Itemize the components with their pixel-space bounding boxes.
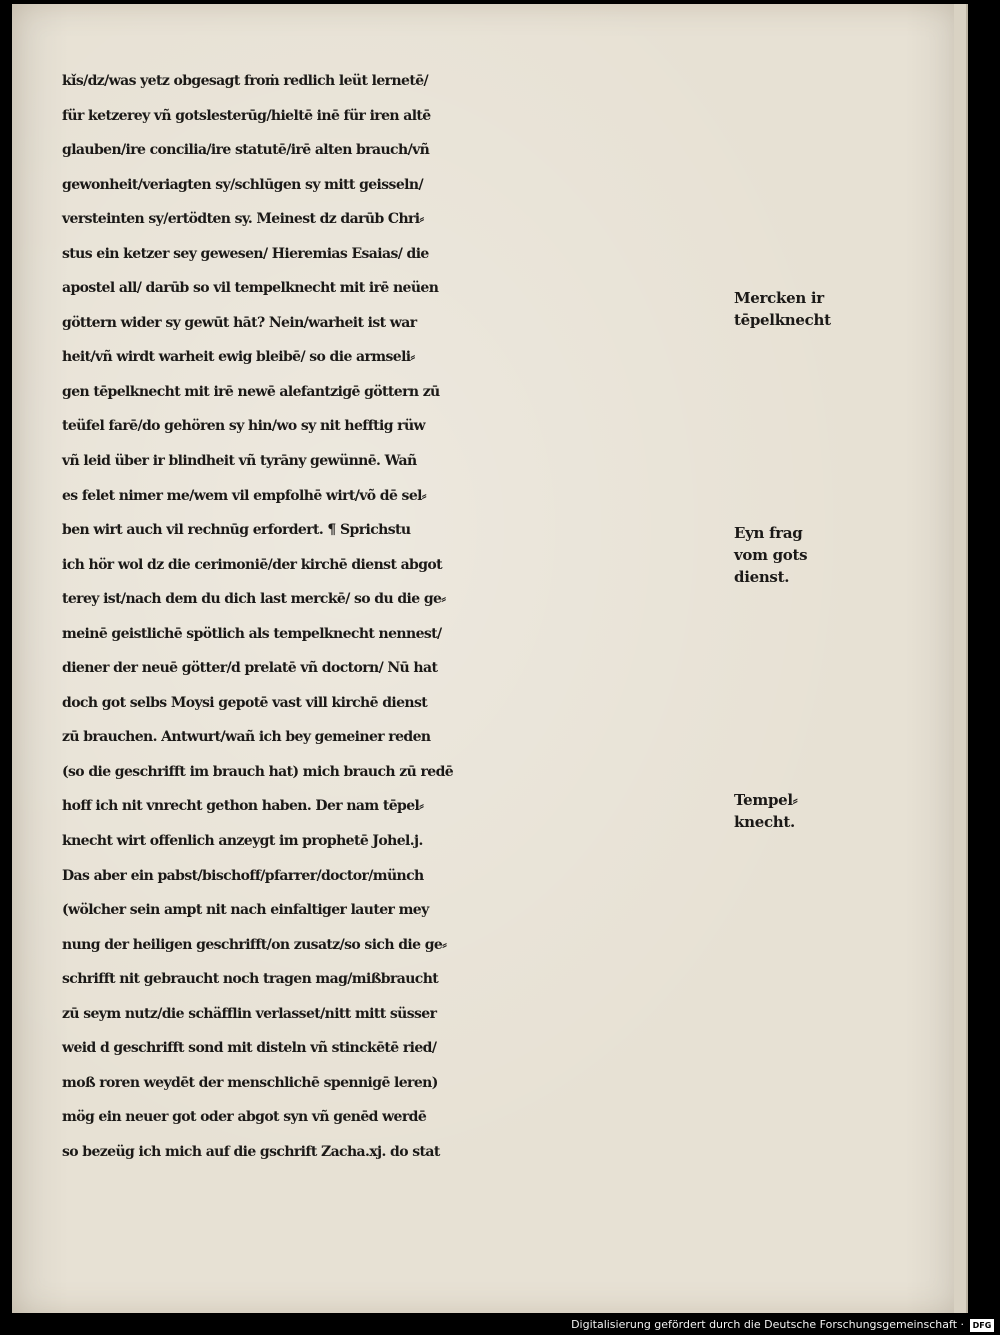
text-line: mög ein neuer got oder abgot syn vñ genēd werdē — [62, 1109, 427, 1126]
text-line: teüfel farē/do gehören sy hin/wo sy nit hefftig rüw — [62, 418, 425, 435]
text-line: zū seym nutz/die schäfflin verlasset/nitt mitt süsser — [62, 1005, 437, 1022]
text-line: (wölcher sein ampt nit nach einfaltiger lauter mey — [62, 902, 429, 919]
text-line: meinē geistlichē spötlich als tempelknecht nennest/ — [62, 625, 442, 642]
text-line: stus ein ketzer sey gewesen/ Hieremias Esaias/ die — [62, 245, 429, 262]
margin-note-line: Tempel⸗ — [734, 791, 798, 809]
text-line: zū brauchen. Antwurt/wañ ich bey gemeiner reden — [62, 729, 431, 746]
body-text — [62, 64, 732, 1170]
margin-note-line: knecht. — [734, 813, 795, 831]
text-line: knecht wirt offenlich anzeygt im prophetē Johel.j. — [62, 833, 423, 850]
text-line: diener der neuē götter/d prelatē vñ doctorn/ Nū hat — [62, 660, 438, 677]
margin-note — [734, 287, 859, 331]
text-line: versteinten sy/ertödten sy. Meinest dz darūb Chri⸗ — [62, 211, 424, 228]
text-line: ben wirt auch vil rechnūg erfordert. ¶ Sprichstu — [62, 522, 411, 539]
text-line: hoff ich nit vnrecht gethon haben. Der nam tēpel⸗ — [62, 798, 424, 815]
text-line: es felet nimer me/wem vil empfolhē wirt/võ dē sel⸗ — [62, 487, 426, 504]
text-line: gen tēpelknecht mit irē newē alefantzigē göttern zū — [62, 383, 440, 400]
text-line: moß roren weydēt der menschlichē spennigē leren) — [62, 1074, 438, 1091]
text-line: (so die geschrifft im brauch hat) mich brauch zū redē — [62, 763, 454, 780]
margin-note-line: Mercken ir — [734, 289, 824, 307]
margin-note — [734, 789, 859, 833]
dfg-logo-icon: DFG — [970, 1319, 994, 1332]
text-line: heit/vñ wirdt warheit ewig bleibē/ so die armseli⸗ — [62, 349, 415, 366]
text-line: glauben/ire concilia/ire statutē/irē alten brauch/vñ — [62, 142, 430, 159]
text-line: nung der heiligen geschrifft/on zusatz/so sich die ge⸗ — [62, 936, 447, 953]
margin-note-line: dienst. — [734, 568, 790, 586]
text-line: vñ leid über ir blindheit vñ tyrāny gewünnē. Wañ — [62, 453, 417, 470]
text-line: apostel all/ darūb so vil tempelknecht mit irē neüen — [62, 280, 439, 297]
text-line: terey ist/nach dem du dich last merckē/ so du die ge⸗ — [62, 591, 446, 608]
text-line: schrifft nit gebraucht noch tragen mag/mißbraucht — [62, 971, 439, 988]
margin-note-line: vom gots — [734, 546, 808, 564]
text-line: doch got selbs Moysi gepotē vast vill kirchē dienst — [62, 694, 428, 711]
margin-note-line: Eyn frag — [734, 524, 803, 542]
text-line: Das aber ein pabst/bischoff/pfarrer/doctor/münch — [62, 867, 424, 884]
margin-note — [734, 522, 859, 588]
text-line: ich hör wol dz die cerimoniē/der kirchē dienst abgot — [62, 556, 443, 573]
margin-note-line: tēpelknecht — [734, 311, 831, 329]
footer-bar — [0, 1313, 1000, 1335]
footer-credit: Digitalisierung gefördert durch die Deutsche Forschungsgemeinschaft · — [571, 1318, 964, 1331]
text-line: so bezeüg ich mich auf die gschrift Zacha.xj. do stat — [62, 1143, 440, 1160]
text-line: für ketzerey vñ gotslesterūg/hieltē inē für iren altē — [62, 107, 431, 124]
text-line: gewonheit/veriagten sy/schlūgen sy mitt geisseln/ — [62, 176, 423, 193]
text-line: weid d geschrifft sond mit disteln vñ stinckētē ried/ — [62, 1040, 437, 1057]
text-line: kǐs/dz/was yetz obgesagt froṁ redlich leüt lernetē/ — [62, 73, 429, 89]
book-page — [12, 4, 962, 1314]
text-line: göttern wider sy gewūt hāt? Nein/warheit ist war — [62, 314, 417, 331]
